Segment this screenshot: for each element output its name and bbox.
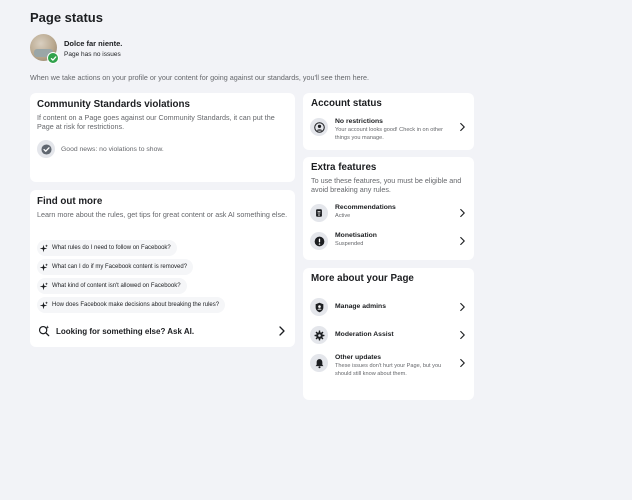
ai-search-icon <box>38 325 50 337</box>
ask-ai-button[interactable] <box>38 324 288 338</box>
row-status: Active <box>335 213 351 219</box>
chevron-right-icon <box>459 236 466 246</box>
intro-text: When we take actions on your profile or your content for going against our standards, you'll see them here. <box>30 73 369 82</box>
gear-icon <box>310 326 328 344</box>
row-title: No restrictions <box>335 118 383 125</box>
row-title: Moderation Assist <box>335 331 394 338</box>
other-updates-row[interactable] <box>310 354 466 380</box>
question-chip[interactable] <box>37 278 187 294</box>
question-text: What rules do I need to follow on Facebook? <box>52 245 171 251</box>
no-violations-text: Good news: no violations to show. <box>61 145 164 153</box>
no-restrictions-row[interactable] <box>310 118 466 142</box>
sparkle-icon <box>39 282 48 291</box>
chevron-right-icon <box>459 330 466 340</box>
row-title: Other updates <box>335 354 382 361</box>
question-chip[interactable] <box>37 240 177 256</box>
sparkle-icon <box>39 301 48 310</box>
question-text: What can I do if my Facebook content is removed? <box>52 264 188 270</box>
find-out-more-card <box>30 190 295 347</box>
row-title: Manage admins <box>335 303 386 310</box>
violations-card <box>30 93 295 182</box>
question-text: What kind of content isn't allowed on Facebook? <box>52 283 181 289</box>
bell-icon <box>310 354 328 372</box>
chevron-right-icon <box>459 122 466 132</box>
shield-icon <box>310 298 328 316</box>
row-description: Your account looks good! Check in on other things you manage. <box>335 127 444 141</box>
no-violations-row <box>37 140 164 158</box>
account-status-card <box>303 93 474 150</box>
recommendations-row[interactable] <box>310 204 466 224</box>
chevron-right-icon <box>459 302 466 312</box>
find-out-more-title: Find out more <box>37 196 103 207</box>
extra-features-description: To use these features, you must be eligible and avoid breaking any rules. <box>311 176 462 194</box>
checkmark-icon <box>47 52 59 64</box>
question-list <box>37 240 225 316</box>
more-about-card <box>303 268 474 400</box>
page-profile[interactable] <box>30 34 330 64</box>
row-description: These issues don't hurt your Page, but you should still know about them. <box>335 363 442 377</box>
find-out-more-description: Learn more about the rules, get tips for great content or ask AI something else. <box>37 210 288 219</box>
row-title: Recommendations <box>335 204 396 211</box>
sparkle-icon <box>39 244 48 253</box>
manage-admins-row[interactable] <box>310 298 466 316</box>
row-title: Monetisation <box>335 232 377 239</box>
extra-features-card <box>303 157 474 260</box>
sparkle-icon <box>39 263 48 272</box>
recommendations-icon <box>310 204 328 222</box>
checkmark-circle-icon <box>37 140 55 158</box>
extra-features-title: Extra features <box>311 162 377 173</box>
ask-ai-label: Looking for something else? Ask AI. <box>56 326 195 336</box>
profile-status: Page has no issues <box>64 51 121 58</box>
account-status-title: Account status <box>311 98 382 109</box>
page-title: Page status <box>30 10 103 25</box>
question-chip[interactable] <box>37 297 225 313</box>
monetisation-row[interactable] <box>310 232 466 252</box>
alert-icon <box>310 232 328 250</box>
chevron-right-icon <box>459 208 466 218</box>
moderation-assist-row[interactable] <box>310 326 466 344</box>
profile-icon <box>310 118 328 136</box>
question-chip[interactable] <box>37 259 193 275</box>
profile-name: Dolce far niente. <box>64 39 123 48</box>
more-about-title: More about your Page <box>311 273 414 284</box>
violations-title: Community Standards violations <box>37 99 190 110</box>
violations-description: If content on a Page goes against our Community Standards, it can put the Page at risk for restrictions. <box>37 113 275 131</box>
row-status: Suspended <box>335 241 364 247</box>
question-text: How does Facebook make decisions about breaking the rules? <box>52 302 220 308</box>
chevron-right-icon <box>278 326 286 336</box>
chevron-right-icon <box>459 358 466 368</box>
